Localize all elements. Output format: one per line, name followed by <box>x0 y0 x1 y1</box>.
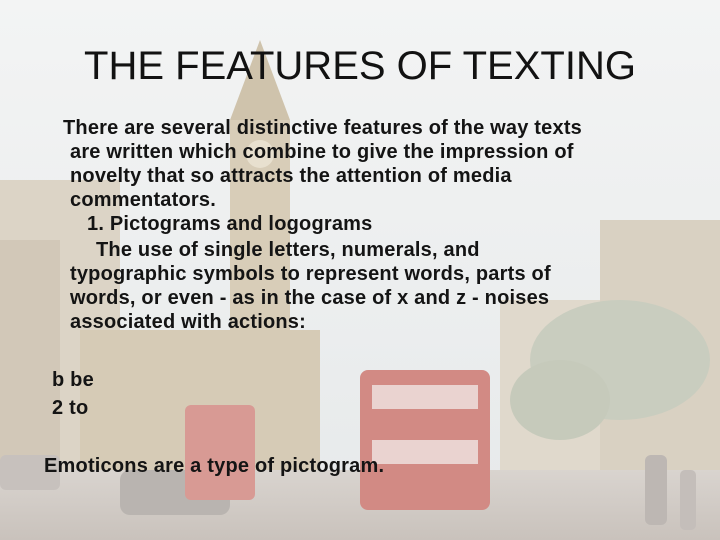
example-item: 2 to <box>52 397 89 419</box>
closing-note: Emoticons are a type of pictogram. <box>44 455 385 477</box>
description-line: associated with actions: <box>70 311 306 333</box>
intro-line: There are several distinctive features of the way texts <box>63 117 582 139</box>
intro-line: novelty that so attracts the attention of media <box>70 165 512 187</box>
intro-line: are written which combine to give the impression of <box>70 141 574 163</box>
description-line: words, or even - as in the case of x and z - noises <box>70 287 550 309</box>
description-line: The use of single letters, numerals, and <box>96 239 480 261</box>
example-item: b be <box>52 369 94 391</box>
slide-title: THE FEATURES OF TEXTING <box>84 44 636 88</box>
description-line: typographic symbols to represent words, parts of <box>70 263 551 285</box>
intro-line: commentators. <box>70 189 216 211</box>
list-item-pictograms: 1. Pictograms and logograms <box>87 213 373 235</box>
